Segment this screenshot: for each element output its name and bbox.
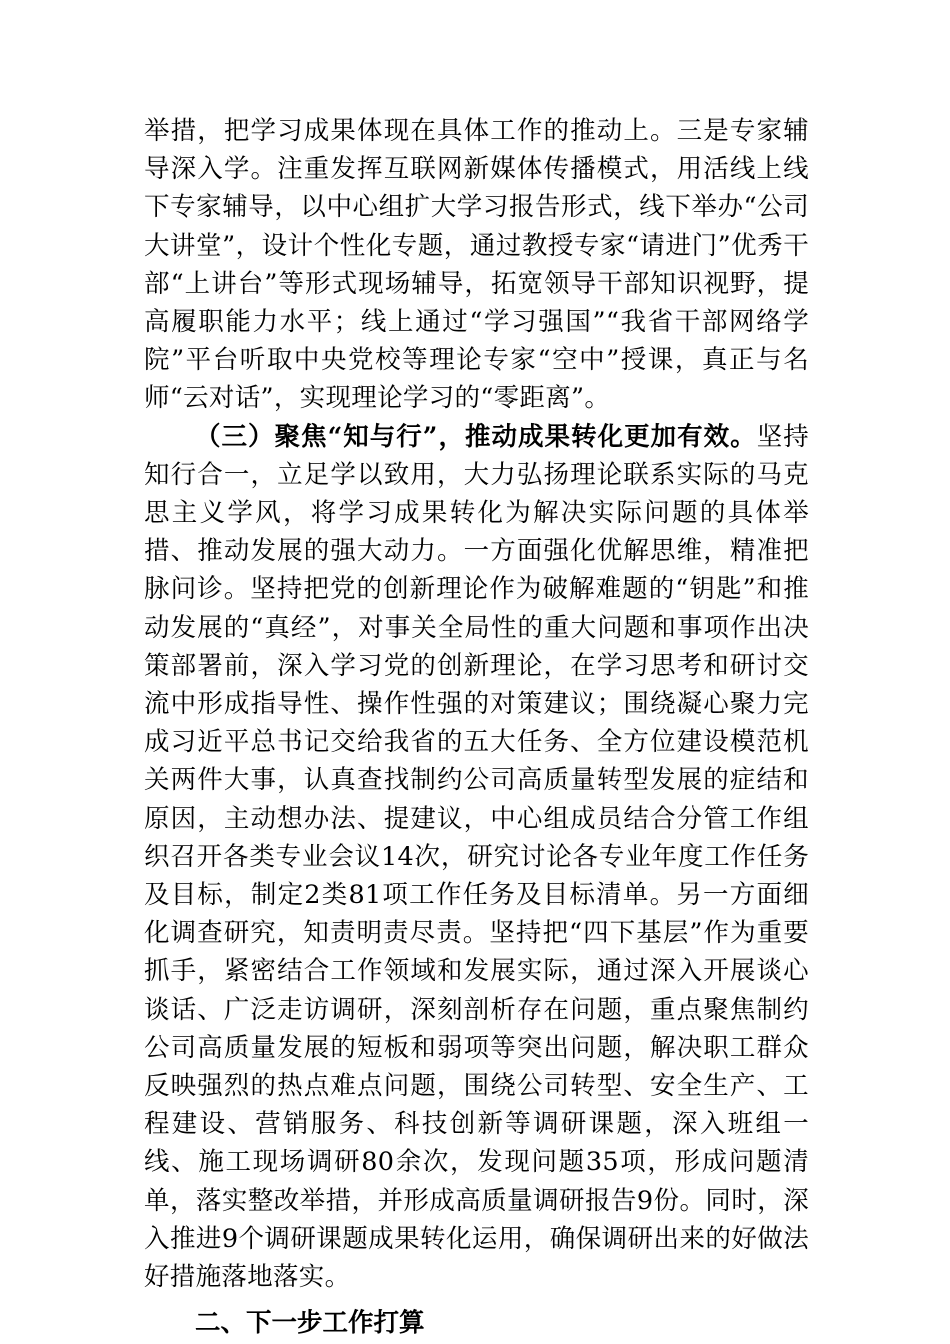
section-3-lead-heading: （三）聚焦“知与行”，推动成果转化更加有效。: [195, 421, 757, 452]
document-page: [144, 112, 809, 1343]
section-3-paragraph: [144, 418, 809, 1297]
continuation-paragraph: 举措，把学习成果体现在具体工作的推动上。三是专家辅导深入学。注重发挥互联网新媒体传播模式，用活线上线下专家辅导，以中心组扩大学习报告形式，线下举办“公司大讲堂”，设计个性化专题，通过教授专家“请进门”优秀干部“上讲台”等形式现场辅导，拓宽领导干部知识视野，提高履职能力水平；线上通过“学习强国”“我省干部网络学院”平台听取中央党校等理论专家“空中”授课，真正与名师“云对话”，实现理论学习的“零距离”。: [144, 116, 809, 414]
next-steps-heading: 二、下一步工作打算: [195, 1308, 425, 1339]
section-3-body-text: 坚持知行合一，立足学以致用，大力弘扬理论联系实际的马克思主义学风，将学习成果转化为解决实际问题的具体举措、推动发展的强大动力。一方面强化优解思维，精准把脉问诊。坚持把党的创新理论作为破解难题的“钥匙”和推动发展的“真经”，对事关全局性的重大问题和事项作出决策部署前，深入学习党的创新理论，在学习思考和研讨交流中形成指导性、操作性强的对策建议；围绕凝心聚力完成习近平总书记交给我省的五大任务、全方位建设模范机关两件大事，认真查找制约公司高质量转型发展的症结和原因，主动想办法、提建议，中心组成员结合分管工作组织召开各类专业会议14次，研究讨论各专业年度工作任务及目标，制定2类81项工作任务及目标清单。另一方面细化调查研究，知责明责尽责。坚持把“四下基层”作为重要抓手，紧密结合工作领域和发展实际，通过深入开展谈心谈话、广泛走访调研，深刻剖析存在问题，重点聚焦制约公司高质量发展的短板和弱项等突出问题，解决职工群众反映强烈的热点难点问题，围绕公司转型、安全生产、工程建设、营销服务、科技创新等调研课题，深入班组一线、施工现场调研80余次，发现问题35项，形成问题清单，落实整改举措，并形成高质量调研报告9份。同时，深入推进9个调研课题成果转化运用，确保调研出来的好做法好措施落地落实。: [144, 421, 810, 1293]
